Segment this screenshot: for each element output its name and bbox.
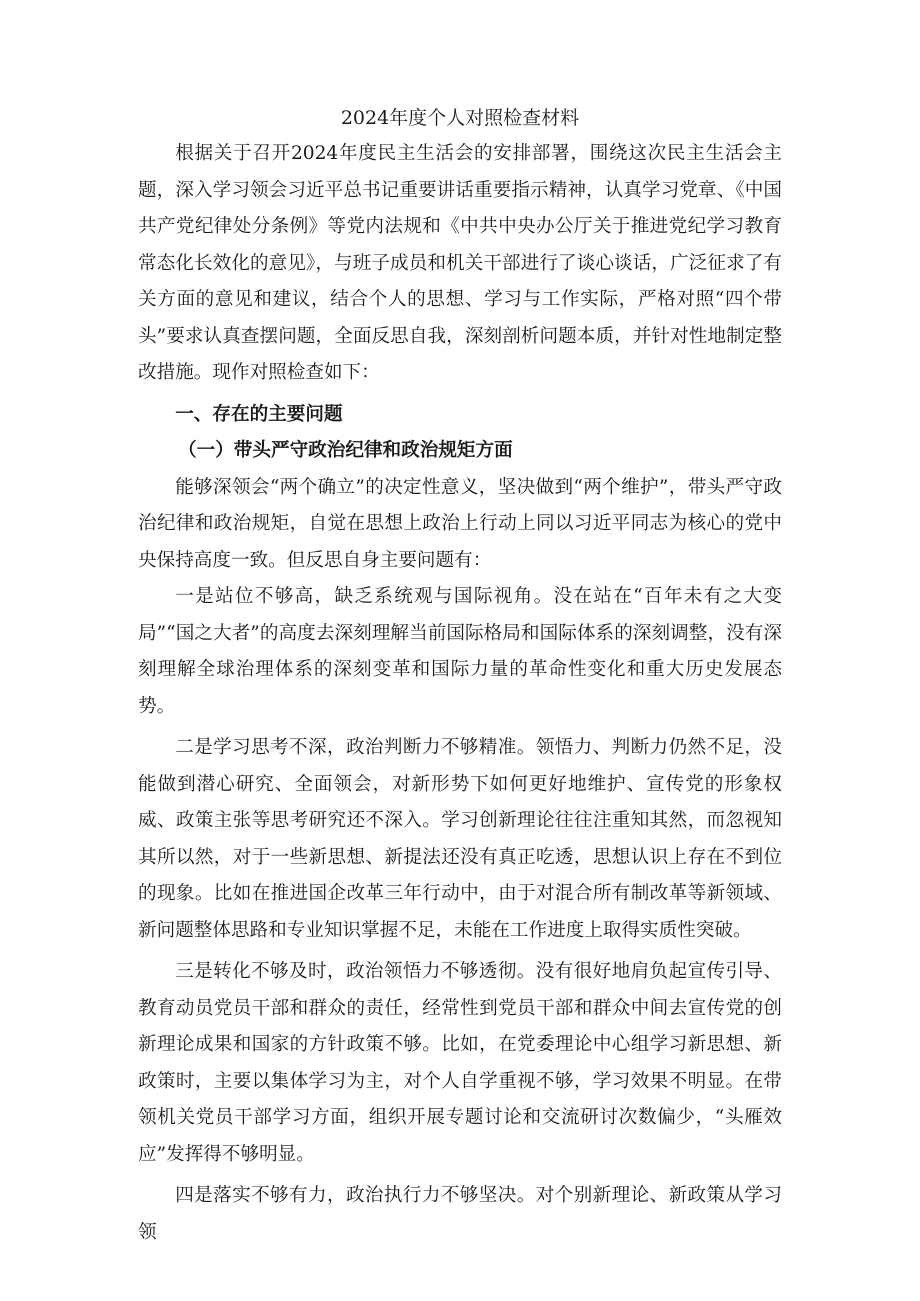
subsection-intro-paragraph: 能够深领会“两个确立”的决定性意义，坚决做到“两个维护”，带头严守政治纪律和政治规矩，自觉在思想上政治上行动上同以习近平同志为核心的党中央保持高度一致。但反思自身主要问题有： (138, 476, 782, 571)
point-1-paragraph: 一是站位不够高，缺乏系统观与国际视角。没在站在“百年未有之大变局”“国之大者”的高度去深刻理解当前国际格局和国际体系的深刻调整，没有深刻理解全球治理体系的深刻变革和国际力量的革命性变化和重大历史发展态势。 (138, 586, 782, 717)
document-page (138, 100, 782, 1251)
subsection-heading: （一）带头严守政治纪律和政治规矩方面 (178, 440, 513, 461)
intro-paragraph: 根据关于召开2024年度民主生活会的安排部署，围绕这次民主生活会主题，深入学习领会习近平总书记重要讲话重要指示精神，认真学习党章、《中国共产党纪律处分条例》等党内法规和《中共中央办公厅关于推进党纪学习教育常态化长效化的意见》，与班子成员和机关干部进行了谈心谈话，广泛征求了有关方面的意见和建议，结合个人的思想、学习与工作实际，严格对照“四个带头”要求认真查摆问题，全面反思自我，深刻剖析问题本质，并针对性地制定整改措施。现作对照检查如下： (138, 143, 782, 383)
point-4-paragraph: 四是落实不够有力，政治执行力不够坚决。对个别新理论、新政策从学习领 (138, 1185, 782, 1243)
document-title: 2024年度个人对照检查材料 (340, 107, 580, 129)
section-heading: 一、存在的主要问题 (175, 403, 343, 425)
point-2-paragraph: 二是学习思考不深，政治判断力不够精准。领悟力、判断力仍然不足，没能做到潜心研究、全面领会，对新形势下如何更好地维护、宣传党的形象权威、政策主张等思考研究还不深入。学习创新理论往往注重知其然，而忽视知其所以然，对于一些新思想、新提法还没有真正吃透，思想认识上存在不到位的现象。比如在推进国企改革三年行动中，由于对混合所有制改革等新领域、新问题整体思路和专业知识掌握不足，未能在工作进度上取得实质性突破。 (138, 737, 782, 941)
point-3-paragraph: 三是转化不够及时，政治领悟力不够透彻。没有很好地肩负起宣传引导、教育动员党员干部和群众的责任，经常性到党员干部和群众中间去宣传党的创新理论成果和国家的方针政策不够。比如，在党委理论中心组学习新思想、新政策时，主要以集体学习为主，对个人自学重视不够，学习效果不明显。在带领机关党员干部学习方面，组织开展专题讨论和交流研讨次数偏少，“头雁效应”发挥得不够明显。 (138, 961, 782, 1165)
